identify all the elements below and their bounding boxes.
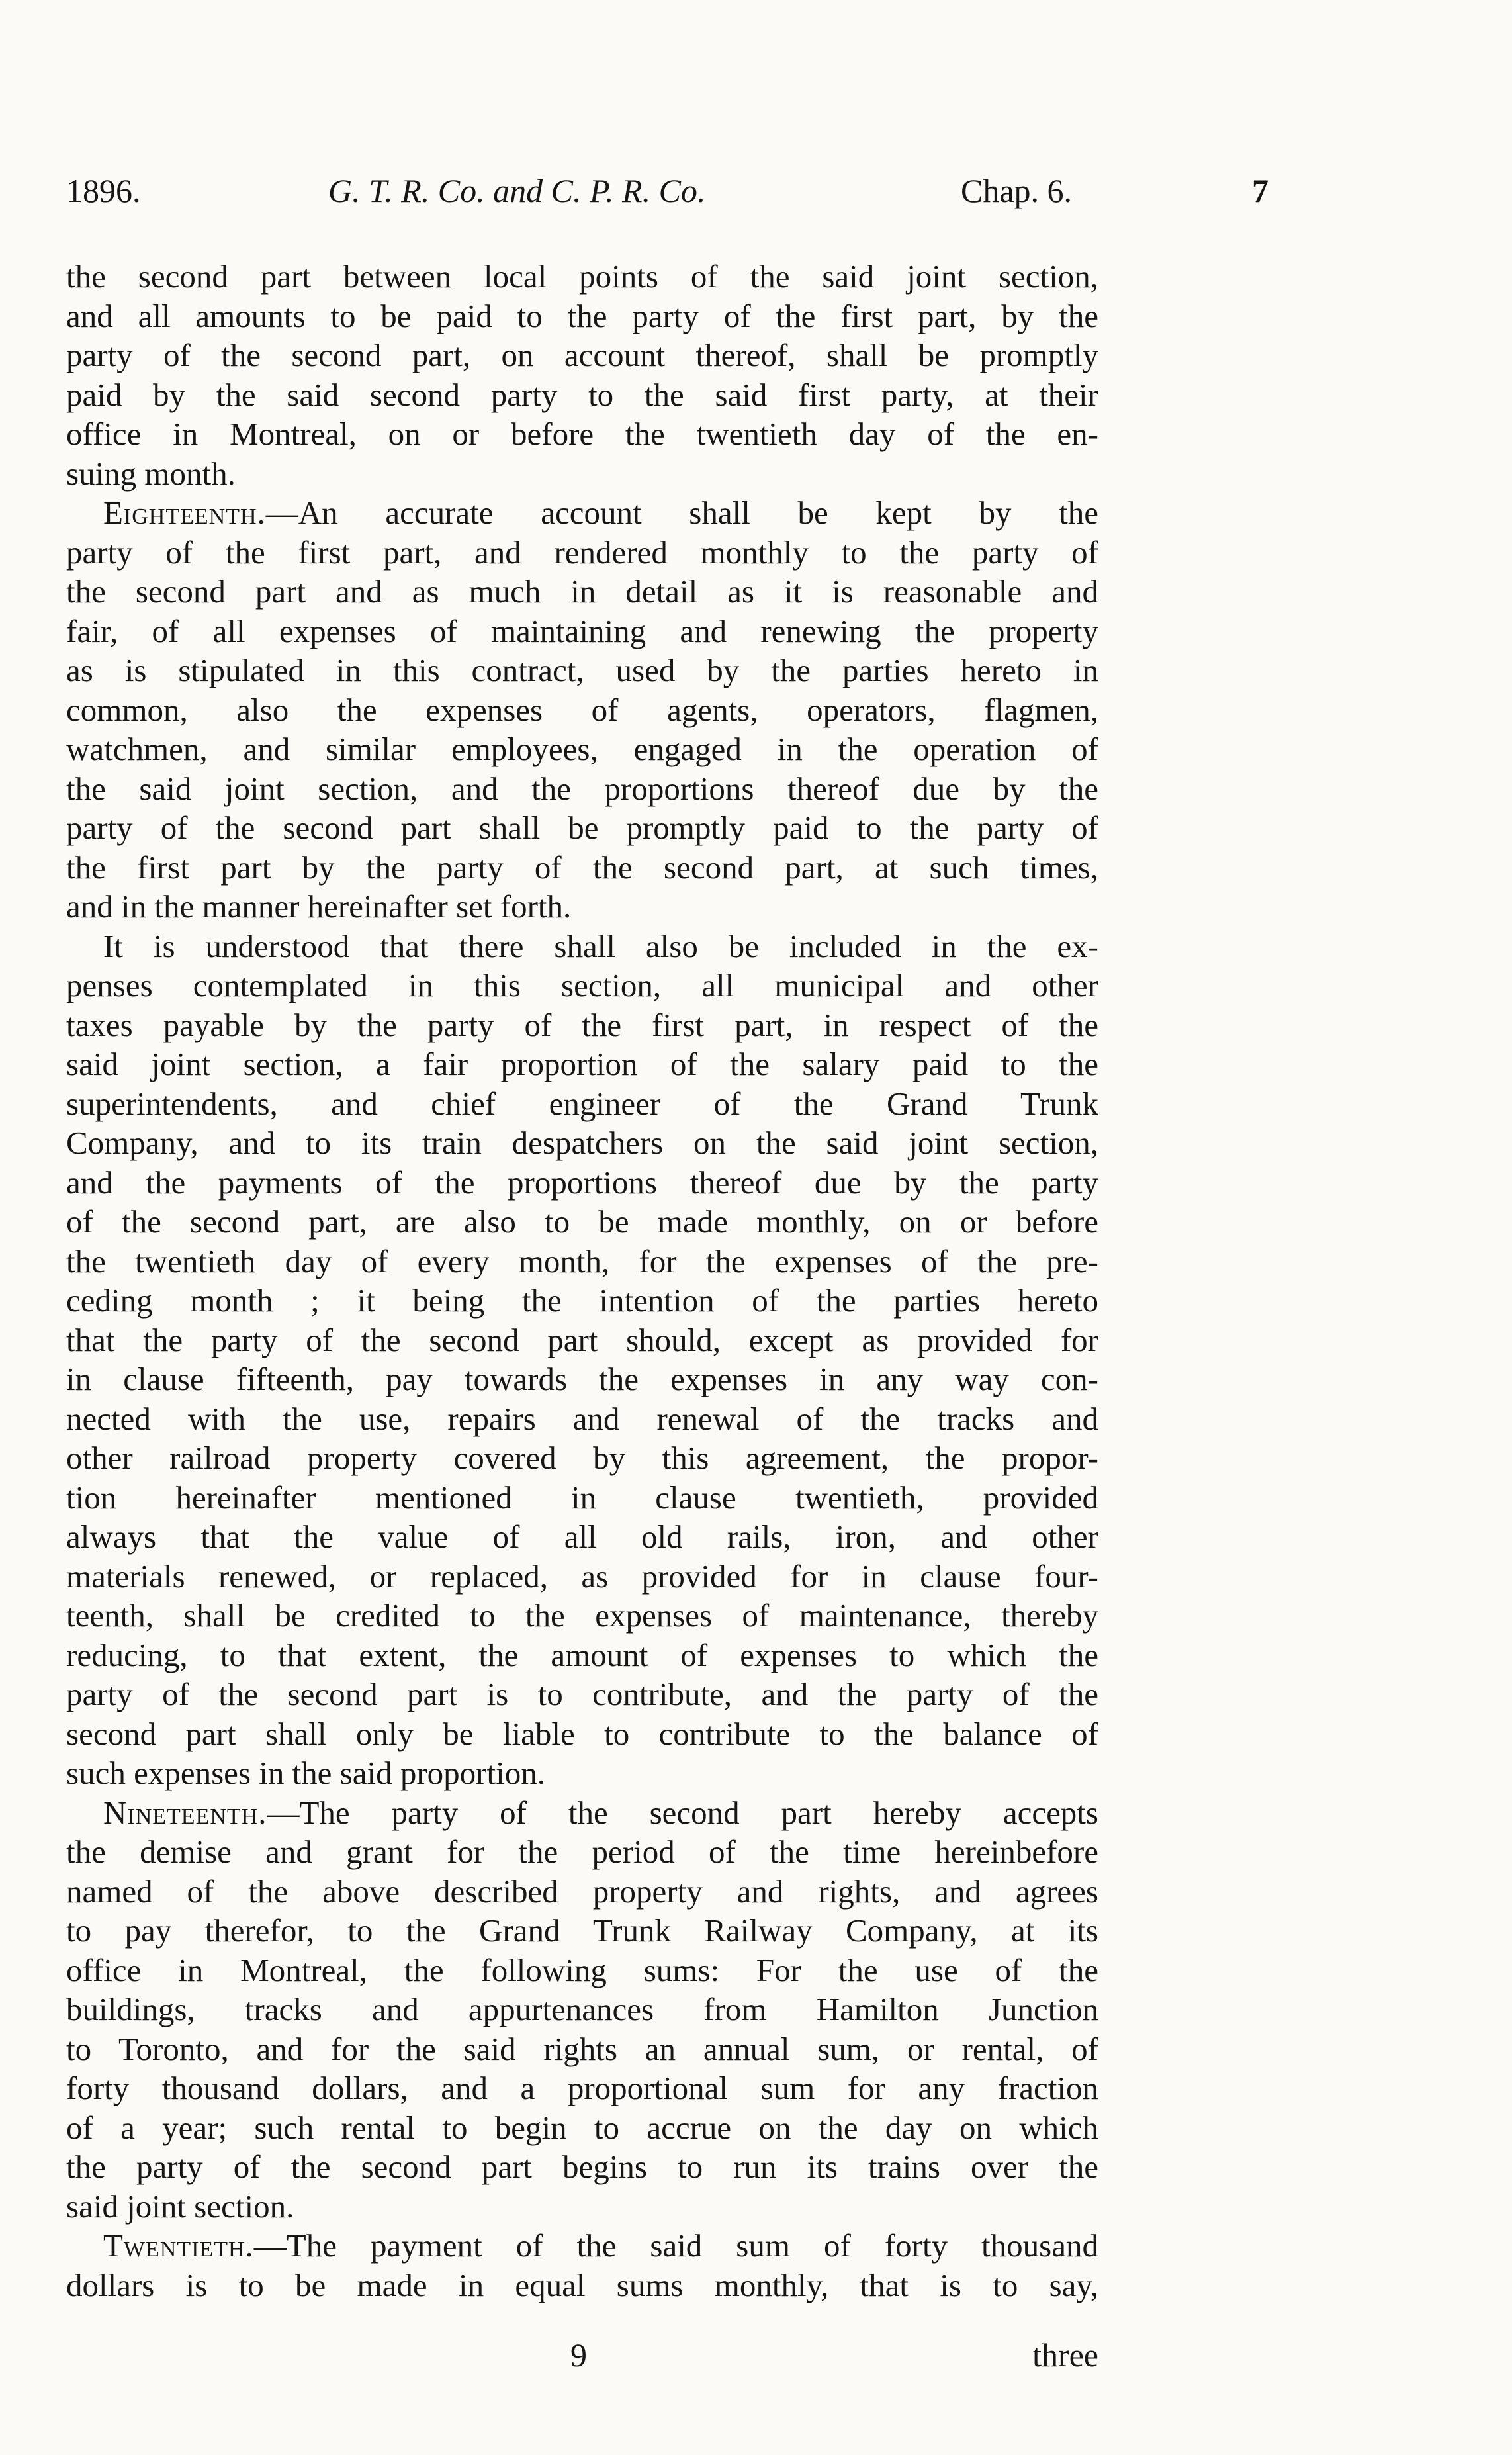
text-line: of the second part, are also to be made monthly, on or before [66,1203,1098,1240]
running-header [66,171,1456,217]
text-line: teenth, shall be credited to the expenses of maintenance, thereby [66,1597,1098,1634]
text-line: ceding month ; it being the intention of the parties hereto [66,1282,1098,1319]
clause-eighteenth-heading-line: Eighteenth.—An accurate account shall be kept by the [103,494,1098,531]
text-line: and in the manner hereinafter set forth. [66,888,572,925]
text-line: other railroad property covered by this agreement, the propor- [66,1440,1098,1476]
clause-twentieth-heading-line: Twentieth.—The payment of the said sum of forty thousand [103,2227,1098,2264]
text-line: materials renewed, or replaced, as provided for in clause four- [66,1557,1098,1595]
text-line: named of the above described property and rights, and agrees [66,1873,1098,1910]
text-line: of a year; such rental to begin to accrue on the day on which [66,2109,1098,2146]
text-line: penses contemplated in this section, all municipal and other [66,967,1098,1003]
text-line: and all amounts to be paid to the party of the first part, by the [66,297,1098,334]
text-line: the twentieth day of every month, for the expenses of the pre- [66,1242,1098,1279]
text-line: the second part and as much in detail as it is reasonable and [66,573,1098,610]
text-line: such expenses in the said proportion. [66,1755,545,1791]
clause-heading: Eighteenth. [103,494,266,531]
text-line: office in Montreal, the following sums: For the use of the [66,1951,1098,1988]
text-line: always that the value of all old rails, iron, and other [66,1518,1098,1555]
text-line: reducing, to that extent, the amount of expenses to which the [66,1636,1098,1673]
text-line: forty thousand dollars, and a proportional sum for any fraction [66,2070,1098,2106]
text-line: party of the second part is to contribute, and the party of the [66,1676,1098,1712]
text-line: Company, and to its train despatchers on the said joint section, [66,1125,1098,1161]
text-line: the second part between local points of the said joint section, [66,258,1098,295]
text-line: party of the first part, and rendered monthly to the party of [66,533,1098,571]
text-line: said joint section, a fair proportion of the salary paid to the [66,1046,1098,1082]
body-text [66,257,1098,2305]
text-line: the demise and grant for the period of the time hereinbefore [66,1833,1098,1870]
text-line: that the party of the second part should, except as provided for [66,1321,1098,1358]
header-title: G. T. R. Co. and C. P. R. Co. [328,172,706,209]
catchword: three [1032,2337,1098,2374]
text-line: second part shall only be liable to contribute to the balance of [66,1715,1098,1752]
text-line: fair, of all expenses of maintaining and renewing the property [66,612,1098,649]
text-line: in clause fifteenth, pay towards the expenses in any way con- [66,1361,1098,1397]
text-line: buildings, tracks and appurtenances from Hamilton Junction [66,1991,1098,2027]
text-line: the said joint section, and the proportions thereof due by the [66,770,1098,807]
paragraph-start-line: It is understood that there shall also be included in the ex- [103,927,1098,964]
text-line: paid by the said second party to the said first party, at their [66,376,1098,413]
clause-nineteenth-heading-line: Nineteenth.—The party of the second part hereby accepts [103,1794,1098,1831]
text-line: said joint section. [66,2188,294,2225]
signature-mark: 9 [570,2337,587,2374]
text-line: superintendents, and chief engineer of the Grand Trunk [66,1085,1098,1122]
text-line: party of the second part, on account thereof, shall be promptly [66,337,1098,373]
text-line: dollars is to be made in equal sums monthly, that is to say, [66,2266,1098,2303]
clause-heading: Twentieth. [103,2227,254,2264]
text-line: to pay therefor, to the Grand Trunk Railway Company, at its [66,1912,1098,1949]
header-year: 1896. [66,172,141,209]
text-line: nected with the use, repairs and renewal of the tracks and [66,1400,1098,1437]
text-line: watchmen, and similar employees, engaged in the operation of [66,731,1098,767]
text-line: common, also the expenses of agents, operators, flagmen, [66,691,1098,728]
header-chapter: Chap. 6. [961,172,1073,209]
text-line: and the payments of the proportions thereof due by the party [66,1164,1098,1201]
text-line: taxes payable by the party of the first part, in respect of the [66,1006,1098,1043]
page-footer [66,2335,1098,2382]
text-line: as is stipulated in this contract, used by the parties hereto in [66,652,1098,688]
text-line: tion hereinafter mentioned in clause twentieth, provided [66,1479,1098,1516]
text-line: party of the second part shall be promptly paid to the party of [66,810,1098,846]
text-line: to Toronto, and for the said rights an annual sum, or rental, of [66,2030,1098,2067]
text-line: office in Montreal, on or before the twentieth day of the en- [66,416,1098,452]
text-line: the first part by the party of the second part, at such times, [66,849,1098,886]
page-number: 7 [1252,172,1268,209]
text-line: suing month. [66,455,236,492]
clause-heading: Nineteenth. [103,1794,267,1831]
text-line: the party of the second part begins to run its trains over the [66,2149,1098,2185]
